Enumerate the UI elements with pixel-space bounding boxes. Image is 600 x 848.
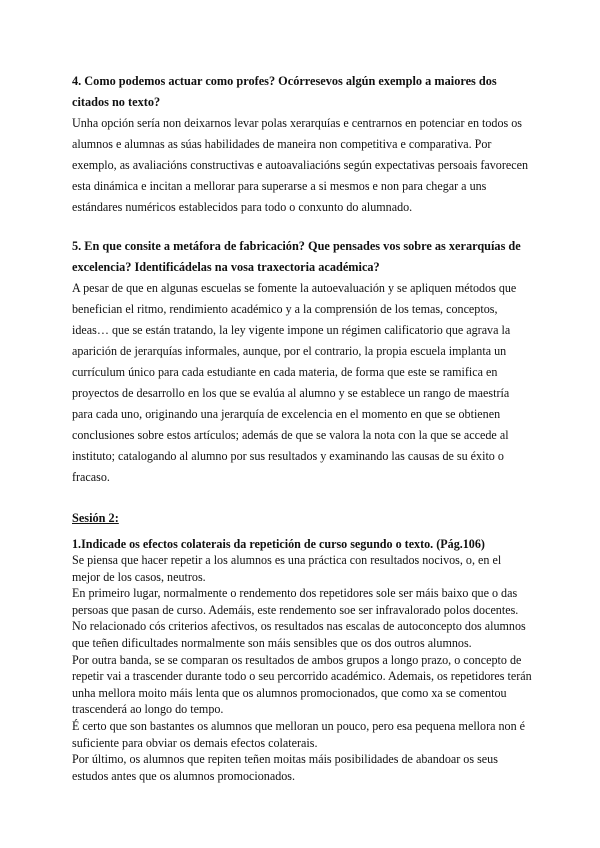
- session-2-title: Sesión 2:: [72, 511, 119, 525]
- session-2-paragraph: En primeiro lugar, normalmente o rendemento dos repetidores sole ser máis baixo que o das persoas que pasan de curso. Ademáis, este rendemento soe ser infravalorado polos docentes.: [72, 586, 519, 617]
- question-4-section: [72, 71, 532, 218]
- session-2-paragraph: Por último, os alumnos que repiten teñen moitas máis posibilidades de abandoar os seus estudos antes que os alumnos promocionados.: [72, 752, 498, 783]
- session-2-subheading: 1.Indicade os efectos colaterais da repetición de curso segundo o texto. (Pág.106): [72, 537, 485, 551]
- question-5-answer: A pesar de que en algunas escuelas se fomente la autoevaluación y se apliquen métodos que benefician el ritmo, rendimiento académico y a la comprensión de los temas, conceptos, ideas… que se están tratando, la ley vigente impone un régimen calificatorio que agrava la aparición de jerarquías informales, aunque, por el contrario, la propia escuela implanta un currículum único para cada estudiante en cada materia, de forma que este se ramifica en proyectos de desarrollo en los que se evalúa al alumno y se establece un rango de maestría para cada uno, originando una jerarquía de excelencia en el momento en que se obtienen conclusiones sobre estos artículos; además de que se valora la nota con la que se accede al instituto; catalogando al alumno por sus resultados y examinando las causas de su éxito o fracaso.: [72, 281, 517, 484]
- session-2-paragraph: Se piensa que hacer repetir a los alumnos es una práctica con resultados nocivos, o, en el mejor de los casos, neutros.: [72, 553, 502, 584]
- question-4-heading: 4. Como podemos actuar como profes? Ocórresevos algún exemplo a maiores dos citados no texto?: [72, 74, 497, 109]
- session-2-paragraph: Por outra banda, se se comparan os resultados de ambos grupos a longo prazo, o concepto de repetir vai a trascender durante todo o seu percorrido académico. Ademais, os repetidores terán unha mellora moito máis lenta que os alumnos promocionados, que como xa se comentou trascenderá ao longo do tempo.: [72, 652, 532, 717]
- session-2-paragraph: É certo que son bastantes os alumnos que melloran un pouco, pero esa pequena mellora non é suficiente para obviar os demais efectos colaterais.: [72, 718, 526, 750]
- session-2-section: [72, 510, 532, 784]
- question-5-section: [72, 236, 532, 488]
- session-2-paragraph: No relacionado cós criterios afectivos, os resultados nas escalas de autoconcepto dos alumnos que teñen dificultades normalmente son máis sensibles que os dos outros alumnos.: [72, 619, 526, 650]
- question-5-heading: 5. En que consite a metáfora de fabricación? Que pensades vos sobre as xerarquías de excelencia? Identificádelas na vosa traxectoria académica?: [72, 239, 521, 274]
- question-4-answer: Unha opción sería non deixarnos levar polas xerarquías e centrarnos en potenciar en todos os alumnos e alumnas as súas habilidades de maneira non competitiva e comparativa. Por exemplo, as avaliacións constructivas e autoavaliacións según expectativas persoais favorecen esta dinámica e incitan a mellorar para superarse a si mesmos e non para chegar a uns estándares numéricos establecidos para todo o conxunto do alumnado.: [72, 116, 529, 214]
